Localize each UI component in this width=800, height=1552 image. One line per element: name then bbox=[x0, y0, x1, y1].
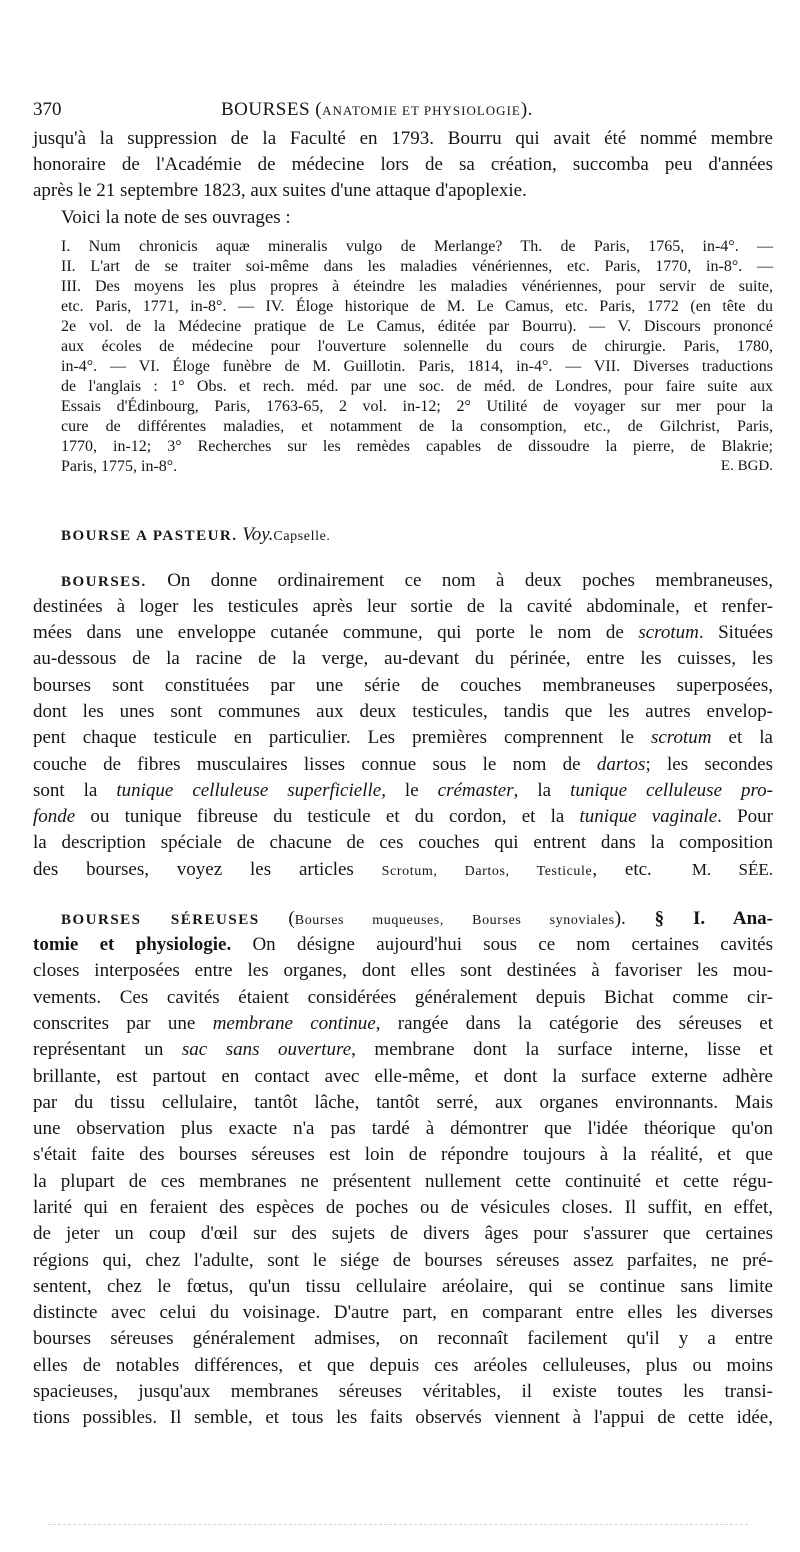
term: membrane continue bbox=[212, 1013, 376, 1034]
term: fonde bbox=[33, 806, 76, 827]
text: couche de fibres musculaires lisses connue sous le nom de bbox=[33, 754, 597, 775]
text: , la bbox=[513, 780, 571, 801]
author-signature: M. SÉE. bbox=[691, 860, 773, 879]
sereuses-line: la plupart de ces membranes ne présentent nullement cette continuité et cette régu- bbox=[33, 1171, 773, 1192]
term: scrotum bbox=[650, 727, 712, 748]
bourses-line bbox=[33, 804, 773, 830]
term: sac sans ouverture bbox=[181, 1039, 352, 1060]
synonyms: Bourses muqueuses, Bourses synoviales bbox=[294, 913, 615, 928]
sereuses-line: spacieuses, jusqu'aux membranes séreuses véritables, il existe toutes les transi- bbox=[33, 1381, 773, 1402]
sereuses-line bbox=[33, 932, 773, 958]
term: tunique celluleuse superficielle bbox=[116, 780, 382, 801]
text: sont la bbox=[33, 780, 117, 801]
note-text: Paris, 1775, in-8°. bbox=[61, 458, 178, 475]
entry-heading: BOURSES SÉREUSES bbox=[61, 912, 260, 928]
note-line: 1770, in-12; 3° Recherches sur les remèdes capables de dissoudre la pierre, de Blakrie; bbox=[61, 438, 773, 455]
text: des bourses, voyez les articles bbox=[33, 859, 382, 880]
section-mark: § I. Ana- bbox=[625, 908, 774, 929]
text: pent chaque testicule en particulier. Les premières comprennent le bbox=[33, 727, 651, 748]
bourses-line bbox=[33, 725, 773, 751]
bourses-line: la description spéciale de chacune de ces couches qui entrent dans la composition bbox=[33, 832, 773, 853]
note-line: de l'anglais : 1° Obs. et rech. méd. par une soc. de méd. de Londres, pour faire suite aux bbox=[61, 378, 773, 395]
text: . Situées bbox=[698, 622, 773, 643]
sereuses-line: elles de notables différences, et que depuis ces aréoles celluleuses, plus ou moins bbox=[33, 1355, 773, 1376]
bourses-line bbox=[33, 620, 773, 646]
note-line: Essais d'Édinbourg, Paris, 1763-65, 2 vol. in-12; 2° Utilité de voyager sur mer pour la bbox=[61, 398, 773, 415]
note-line: I. Num chronicis aquæ mineralis vulgo de Merlange? Th. de Paris, 1765, in-4°. — bbox=[61, 238, 773, 255]
sereuses-line: par du tissu cellulaire, tantôt lâche, tantôt serré, aux organes environnants. Mais bbox=[33, 1092, 773, 1113]
bourses-line: bourses sont constituées par une série de couches membraneuses superposées, bbox=[33, 675, 773, 696]
sereuses-line: s'était faite des bourses séreuses est loin de répondre toujours à la réalité, et que bbox=[33, 1144, 773, 1165]
note-line: in-4°. — VI. Éloge funèbre de M. Guillotin. Paris, 1814, in-4°. — VII. Diverses traductions bbox=[61, 358, 773, 375]
note-line: cure de différentes maladies, et notamment de la consomption, etc., de Gilchrist, Paris, bbox=[61, 418, 773, 435]
running-title-sub: ANATOMIE ET PHYSIOLOGIE bbox=[322, 103, 521, 118]
note-line: II. L'art de se traiter soi-même dans les maladies vénériennes, etc. Paris, 1770, in-8°. — bbox=[61, 258, 773, 275]
intro-line: jusqu'à la suppression de la Faculté en 1793. Bourru qui avait été nommé membre bbox=[33, 128, 773, 149]
sereuses-line: bourses séreuses généralement admises, on reconnaît facilement qu'il y a entre bbox=[33, 1328, 773, 1349]
voy-abbrev: Voy. bbox=[242, 524, 274, 545]
entry-bourse-a-pasteur bbox=[33, 522, 773, 550]
text: mées dans une enveloppe cutanée commune, qui porte le nom de bbox=[33, 622, 639, 643]
bourses-line bbox=[33, 752, 773, 778]
text: conscrites par une bbox=[33, 1013, 213, 1034]
term: tunique celluleuse pro- bbox=[570, 780, 773, 801]
text: . Pour bbox=[717, 806, 773, 827]
note-line: III. Des moyens les plus propres à éteindre les maladies vénériennes, pour servir de suite, bbox=[61, 278, 773, 295]
sereuses-line: une observation plus exacte n'a pas tardé à démontrer que l'idée théorique qu'on bbox=[33, 1118, 773, 1139]
text: On désigne aujourd'hui sous ce nom certaines cavités bbox=[231, 934, 773, 955]
subsection-title: tomie et physiologie. bbox=[33, 934, 232, 955]
text: ou tunique fibreuse du testicule et du cordon, et la bbox=[75, 806, 580, 827]
cross-reference: Scrotum, Dartos, Testicule bbox=[381, 864, 593, 879]
sereuses-line bbox=[33, 906, 773, 934]
sereuses-line: de jeter un coup d'œil sur des sujets de divers âges pour s'assurer que certaines bbox=[33, 1223, 773, 1244]
author-signature: E. BGD. bbox=[720, 458, 773, 474]
note-line-last bbox=[33, 457, 773, 477]
sereuses-line bbox=[33, 1037, 773, 1063]
text: et la bbox=[711, 727, 773, 748]
sereuses-line: brillante, est partout en contact avec elle-même, et dont la surface externe adhère bbox=[33, 1066, 773, 1087]
text: représentant un bbox=[33, 1039, 182, 1060]
bourses-line bbox=[33, 568, 773, 595]
running-header bbox=[33, 99, 773, 123]
sereuses-line: vements. Ces cavités étaient considérées généralement depuis Bichat comme cir- bbox=[33, 987, 773, 1008]
text: On donne ordinairement ce nom à deux poches membraneuses, bbox=[167, 570, 774, 591]
bourses-line: dont les unes sont communes aux deux testicules, tandis que les autres envelop- bbox=[33, 701, 773, 722]
intro-line: après le 21 septembre 1823, aux suites d'une attaque d'apoplexie. bbox=[33, 180, 527, 201]
bourses-line: au-dessous de la racine de la verge, au-devant du périnée, entre les cuisses, les bbox=[33, 648, 773, 669]
cross-reference: Capselle. bbox=[273, 529, 331, 544]
sereuses-line: sentent, chez le fœtus, qu'un tissu cellulaire aréolaire, qui se continue sans limite bbox=[33, 1276, 773, 1297]
sereuses-line: closes interposées entre les organes, dont elles sont destinées à favoriser les mou- bbox=[33, 960, 773, 981]
sereuses-line: distincte avec celui du voisinage. D'autre part, en comparant entre elles les diverses bbox=[33, 1302, 773, 1323]
bourses-line bbox=[33, 857, 773, 885]
page-number: 370 bbox=[33, 99, 62, 120]
entry-heading: BOURSE A PASTEUR. bbox=[61, 528, 238, 544]
sereuses-line: larité qui en feraient des espèces de poches ou de vésicules closes. Il suffit, en effet, bbox=[33, 1197, 773, 1218]
text: ( bbox=[259, 908, 295, 929]
term: dartos bbox=[596, 754, 646, 775]
text: , rangée dans la catégorie des séreuses et bbox=[375, 1013, 773, 1034]
sereuses-line bbox=[33, 1011, 773, 1037]
note-line: etc. Paris, 1771, in-8°. — IV. Éloge historique de M. Le Camus, etc. Paris, 1772 (en tête du bbox=[61, 298, 773, 315]
text: ). bbox=[614, 908, 626, 929]
sereuses-line: régions qui, chez l'adulte, sont le siége de bourses séreuses assez parfaites, ne pré- bbox=[33, 1250, 773, 1271]
note-line: 2e vol. de la Médecine pratique de Le Camus, éditée par Bourru). — V. Discours prononcé bbox=[61, 318, 773, 335]
sereuses-line: tions possibles. Il semble, et tous les faits observés viennent à l'appui de cette idée, bbox=[33, 1407, 773, 1428]
term: crémaster bbox=[437, 780, 514, 801]
running-title-end: ). bbox=[520, 99, 533, 120]
text: ; les secondes bbox=[645, 754, 773, 775]
running-title-main: BOURSES ( bbox=[221, 99, 323, 120]
bourses-line bbox=[33, 778, 773, 804]
show-through-artifact bbox=[48, 1524, 748, 1525]
bourses-line: destinées à loger les testicules après leur sortie de la cavité abdominale, et renfer- bbox=[33, 596, 773, 617]
intro-line: honoraire de l'Académie de médecine lors de sa création, succomba peu d'années bbox=[33, 154, 773, 175]
intro-line: Voici la note de ses ouvrages : bbox=[61, 207, 291, 228]
entry-heading: BOURSES. bbox=[61, 574, 147, 590]
running-title bbox=[221, 99, 533, 121]
text: , membrane dont la surface interne, lisse et bbox=[351, 1039, 773, 1060]
note-line: aux écoles de médecine pour l'ouverture solennelle du cours de chirurgie. Paris, 1780, bbox=[61, 338, 773, 355]
text: , le bbox=[381, 780, 438, 801]
term: scrotum bbox=[638, 622, 699, 643]
text: , etc. bbox=[592, 859, 652, 880]
term: tunique vaginale bbox=[579, 806, 718, 827]
